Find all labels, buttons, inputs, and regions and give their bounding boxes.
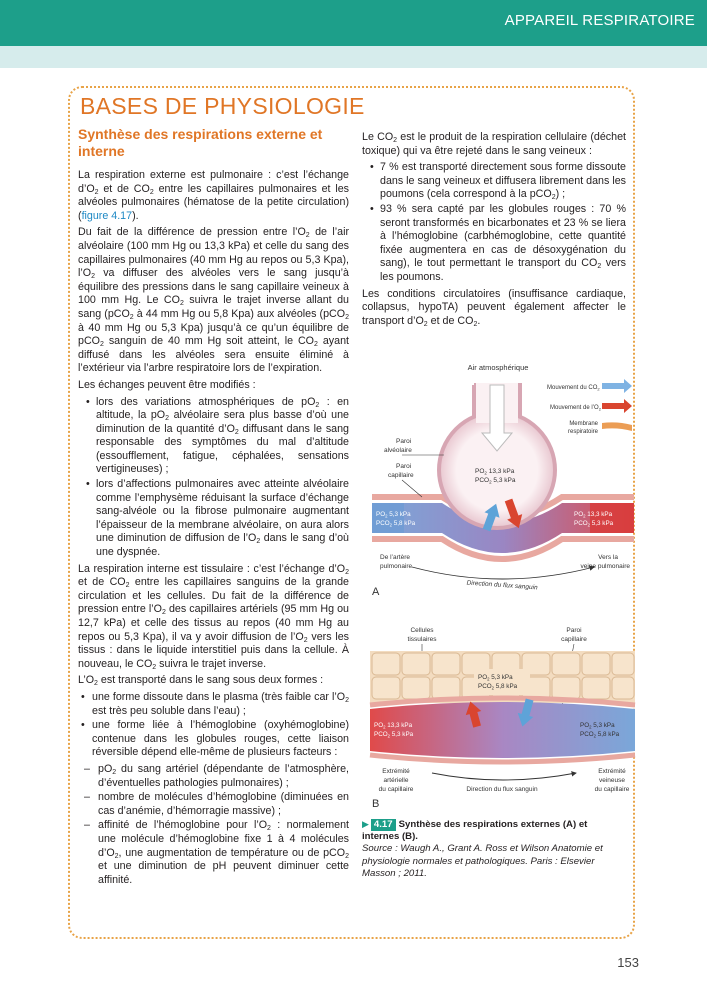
- b-from-3: du capillaire: [378, 786, 414, 793]
- paragraph: Les conditions circulatoires (insuffisance cardiaque, collapsus, hypoTA) peuvent également affecter le transport $d’O_2$ et de $CO_2$.: [362, 287, 626, 328]
- list-item: – nombre de molécules d’hémoglobine (diminuées en cas d’anémie, d’hémorragie massive) ;: [78, 791, 349, 818]
- figure-number: 4.17: [371, 819, 396, 831]
- dash-list: [78, 763, 349, 887]
- paragraph: La respiration interne est tissulaire : c’est l’échange $d’O_2$ et de $CO_2$ entre les capillaires sanguins de la grande circulation et les cellules. Du fait de la différence de pression entre $l’O_2$ des capillaires artériels (95 mm Hg ou 12,7 kPa) et celle des tissus au repos (40 mm Hg au repos ou 5,3 Kpa), il va y avoir diffusion de $l’O_2$ vers les tissus : dans le liquide interstitiel puis dans la cellule. À nouveau, le $CO_2$ suivra le trajet inverse.: [78, 562, 350, 671]
- a-from-1: De l’artère: [380, 554, 410, 561]
- paragraph: Les échanges peuvent être modifiés :: [78, 378, 256, 391]
- b-flow-label: Direction du flux sanguin: [466, 786, 538, 793]
- legend-membrane-swatch: [602, 422, 632, 431]
- paragraph: La respiration externe est pulmonaire : c’est l’échange $d’O_2$ et de $CO_2$ entre les capillaires pulmonaires et les alvéoles pulmonaires (hématose de la petite circulation) (figure 4.17).: [78, 169, 349, 222]
- page-number: 153: [617, 955, 639, 970]
- left-column: [78, 126, 349, 890]
- b-paroi-1: Paroi: [566, 627, 582, 634]
- a-flow-label: Direction du flux sanguin: [466, 579, 538, 592]
- paragraph: $L’O_2$ est transporté dans le sang sous deux formes :: [78, 674, 324, 688]
- figure-link[interactable]: figure 4.17: [81, 209, 133, 222]
- bullet-list: [78, 691, 349, 760]
- panel-b: [370, 627, 635, 810]
- caption-triangle-icon: ▶: [362, 819, 369, 829]
- air-label: Air atmosphérique: [467, 363, 529, 372]
- right-column: [362, 131, 626, 331]
- alv-pco2: $PCO_2$ 5,3 kPa: [475, 477, 516, 485]
- b-right-po2: $PO_2$ 5,3 kPa: [580, 722, 615, 730]
- b-right-pco2: $PCO_2$ 5,8 kPa: [580, 731, 620, 739]
- paragraph: Le $CO_2$ est le produit de la respiration cellulaire (déchet toxique) qui va être rejeté dans le sang veineux :: [362, 131, 626, 157]
- b-cells-1: Cellules: [410, 627, 434, 634]
- figure-4-17: [362, 355, 642, 815]
- b-paroi-2: capillaire: [561, 636, 587, 643]
- b-from-2: artérielle: [383, 777, 409, 784]
- b-cells-2: tissulaires: [407, 636, 437, 643]
- b-from-1: Extrémité: [382, 768, 410, 775]
- list-item: – affinité de l’hémoglobine pour $l’O_2$ : normalement une molécule d’hémoglobine fixe 1 à 4 molécules $d’O_2$, une augmentation de température ou de pCO$_2$ et une diminution de pH peuvent diminuer cette affinité.: [78, 819, 349, 887]
- list-item: • lors d’affections pulmonaires avec atteinte alvéolaire comme l’emphysème réduisant la surface d’échange sang-alvéole ou la fibrose pulmonaire augmentant l’épaisseur de la membrane alvéolaire, on aura alors une diminution de diffusion de $l’O_2$ dans le sang d’où une dyspnée.: [78, 478, 349, 560]
- venous-box-a: [372, 503, 404, 533]
- panel-b-letter: B: [372, 798, 380, 810]
- a-right-po2: $PO_2$ 13,3 kPa: [574, 511, 613, 519]
- b-left-pco2: $PCO_2$ 5,3 kPa: [374, 731, 414, 739]
- label-paroi-alv-1: Paroi: [396, 438, 412, 445]
- list-item: • 93 % sera capté par les globules rouges : 70 % seront transformés en bicarbonates et 23 % se liera à l’hémoglobine (carbhémoglobine, cette quantité fixée augmentera en cas de désoxygénation du sang), le tout permettant le transport du $CO_2$ vers les poumons.: [362, 203, 626, 285]
- chapter-header-bar: [0, 0, 707, 46]
- chapter-title: APPAREIL RESPIRATOIRE: [504, 12, 695, 29]
- list-item: • une forme liée à l’hémoglobine (oxyhémoglobine) contenue dans les globules rouges, cette liaison réversible dépend elle-même de plusieurs facteurs :: [78, 719, 349, 760]
- list-item: – $pO_2$ du sang artériel (dépendante de l’atmosphère, d’éventuelles pathologies pulmonaires) ;: [78, 763, 349, 790]
- b-flow-arrow: [432, 773, 576, 780]
- b-left-po2: $PO_2$ 13,3 kPa: [374, 722, 413, 730]
- label-paroi-cap-2: capillaire: [388, 472, 414, 479]
- alv-po2: $PO_2$ 13,3 kPa: [475, 468, 515, 476]
- legend-co2-arrow: [602, 379, 632, 393]
- panel-a-letter: A: [372, 586, 380, 598]
- a-left-po2: $PO_2$ 5,3 kPa: [376, 511, 411, 519]
- label-paroi-alv-2: alvéolaire: [384, 447, 412, 454]
- a-flow-arrow: [412, 567, 594, 579]
- b-to-1: Extrémité: [598, 768, 626, 775]
- bullet-list: [362, 161, 626, 284]
- paragraph: Du fait de la différence de pression entre $l’O_2$ de l’air alvéolaire (100 mm Hg ou 13,3 kPa) et celle du sang des capillaires pulmonaires (40 mm Hg au repos ou 5,3 Kpa), $l’O_2$ va diffuser des alvéoles vers le sang jusqu’à équilibre des pressions dans le sang capillaire veineux à 100 mm Hg. Le $CO_2$ suivra le trajet inverse allant du sang (pCO$_2$ à 44 mm Hg ou 5,8 Kpa) aux alvéoles (pCO$_2$ à 40 mm Hg ou 5,3 Kpa) jusqu’à ce qu’un équilibre de pCO$_2$ sanguin de 40 mm Hg soit atteint, le $CO_2$ ayant diffusé dans les alvéoles sera ensuite éliminé à l’extérieur via l’arbre respiratoire lors de l’expiration.: [78, 226, 350, 375]
- b-tissue-pco2: $PCO_2$ 5,8 kPa: [478, 683, 518, 691]
- legend-co2: Mouvement du $CO_2$: [547, 385, 600, 392]
- list-item: • une forme dissoute dans le plasma (très faible car $l’O_2$ est très peu soluble dans l’eau) ;: [78, 691, 349, 718]
- a-left-pco2: $PCO_2$ 5,8 kPa: [376, 520, 416, 528]
- legend-o2-arrow: [602, 399, 632, 413]
- arterial-box-a: [590, 503, 634, 533]
- legend-membrane-2: respiratoire: [567, 429, 598, 435]
- bullet-list: [78, 396, 349, 560]
- list-item: • lors des variations atmosphériques de $pO_2$ : en altitude, la $pO_2$ alvéolaire sera plus basse d’où une diminution de la quantité $d’O_2$ diffusant dans le sang responsable des symptômes du mal d’altitude (essoufflement, fatigue, céphalées, sensations vertigineuses) ;: [78, 396, 349, 478]
- caption-source: Source : Waugh A., Grant A. Ross et Wilson Anatomie et physiologie normales et pathologiques. Paris : Elsevier Masson ; 2011.: [362, 843, 603, 879]
- legend-membrane-1: Membrane: [569, 421, 598, 427]
- figure-caption: [362, 818, 624, 880]
- a-to-1: Vers la: [598, 554, 618, 561]
- b-to-2: veineuse: [598, 777, 626, 784]
- a-to-2: veine pulmonaire: [580, 563, 630, 570]
- a-from-2: pulmonaire: [380, 563, 413, 570]
- section-heading: Synthèse des respirations externe et interne: [78, 126, 323, 159]
- header-band: [0, 46, 707, 68]
- b-tissue-po2: $PO_2$ 5,3 kPa: [478, 674, 513, 682]
- panel-a: [372, 363, 634, 598]
- caption-title: Synthèse des respirations externes (A) et internes (B).: [362, 819, 588, 843]
- legend-o2: Mouvement de $l’O_2$: [550, 405, 601, 412]
- a-right-pco2: $PCO_2$ 5,3 kPa: [574, 520, 614, 528]
- tissue-value-box: [474, 669, 530, 695]
- capillary-b: [370, 702, 635, 758]
- list-item: • 7 % est transporté directement sous forme dissoute dans le sang veineux et diffusera librement dans les poumons (cela correspond à la pCO$_2$) ;: [362, 161, 626, 202]
- b-to-3: du capillaire: [594, 786, 630, 793]
- label-paroi-cap-1: Paroi: [396, 463, 412, 470]
- section-title: BASES DE PHYSIOLOGIE: [80, 93, 365, 119]
